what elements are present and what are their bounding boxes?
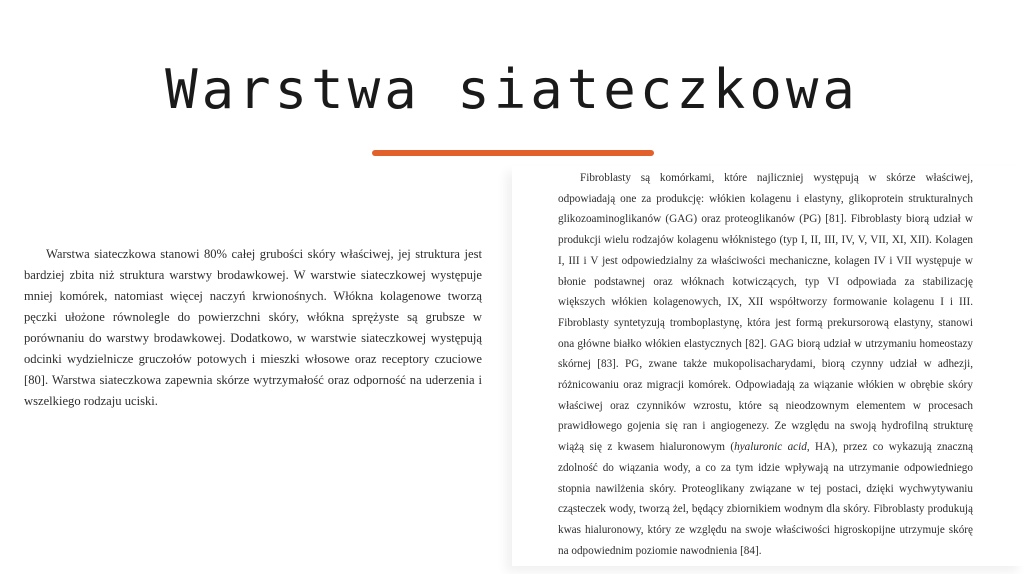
right-column <box>558 168 973 561</box>
title-underline <box>372 150 654 156</box>
right-paragraph <box>558 168 973 561</box>
left-text-excerpt <box>24 244 482 412</box>
right-paragraph-text: Fibroblasty są komórkami, które najliczniej występują w skórze właściwej, odpowiadają one za produkcję: włókien kolagenu i elastyny, glikoprotein strukturalnych glikozoaminoglikanów (GAG) oraz proteoglikanów (PG) [81]. Fibroblasty biorą udział w produkcji wielu rodzajów kolagenu włóknistego (typ I, II, III, IV, V, VII, XI, XII). Kolagen I, III i V jest odpowiedzialny za właściwości mechaniczne, kolagen IV i VII występuje w błonie podstawnej oraz włóknach kotwiczących, typ VI odpowiada za stabilizację większych włókien kolagenowych, IX, XII współtworzy formowanie kolagenu I i III. Fibroblasty syntetyzują tromboplastynę, która jest formą prekursorową elastyny, stanowi ona główne białko włókien elastycznych [82]. GAG biorą udział w utrzymaniu homeostazy skórnej [83]. PG, zwane także mukopolisacharydami, biorą czynny udział w adhezji, różnicowaniu oraz migracji komórek. Odpowiadają za wiązanie włókien w obrębie skóry właściwej oraz czynników wzrostu, które są nieodzownym elementem w procesach prawidłowego gojenia się ran i angiogenezy. Ze względu na swoją hydrofilną strukturę wiążą się z kwasem hialuronowym ( <box>558 172 973 454</box>
italic-term: hyaluronic acid <box>734 441 807 454</box>
left-paragraph: Warstwa siateczkowa stanowi 80% całej grubości skóry właściwej, jej struktura jest bardziej zbita niż struktura warstwy brodawkowej. W warstwie siateczkowej występuje mniej komórek, natomiast więcej naczyń krwionośnych. Włókna kolagenowe tworzą pęczki ułożone równolegle do powierzchni skóry, włókna sprężyste są grubsze w porównaniu do warstwy brodawkowej. Dodatkowo, w warstwie siateczkowej występują odcinki wydzielnicze gruczołów potowych i mieszki włosowe oraz receptory czuciowe [80]. Warstwa siateczkowa zapewnia skórze wytrzymałość oraz odporność na uderzenia i wszelkiego rodzaju uciski. <box>24 247 482 408</box>
slide-title: Warstwa siateczkowa <box>165 58 859 121</box>
right-paragraph-tail: , HA), przez co wykazują znaczną zdolność do wiązania wody, a co za tym idzie wpływają na utrzymanie odpowiedniego stopnia nawilżenia skóry. Proteoglikany związane w tej postaci, dzięki wychwytywaniu cząsteczek wody, tworzą żel, będący zbiornikiem wodnym dla skóry. Fibroblasty produkują kwas hialuronowy, który ze względu na swoje właściwości higroskopijne utrzymuje skórę na odpowiednim poziomie nawodnienia [84]. <box>558 441 973 557</box>
right-text-excerpt <box>512 166 1024 566</box>
